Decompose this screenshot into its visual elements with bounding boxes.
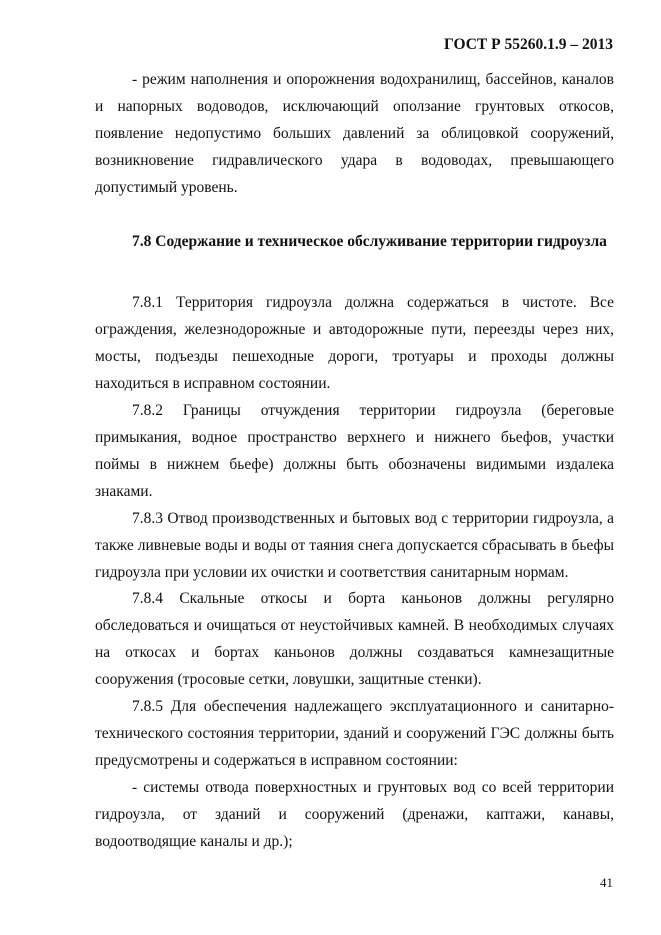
paragraph-7-8-5: 7.8.5 Для обеспечения надлежащего эксплуатационного и санитарно-технического состояния территории, зданий и сооружений ГЭС должны быть предусмотрены и содержаться в исправном состоянии: (95, 698, 614, 769)
spacer (95, 282, 614, 290)
page-number: 41 (600, 875, 613, 890)
section-heading: 7.8 Содержание и техническое обслуживание территории гидроузла (132, 232, 607, 250)
paragraph-7-8-4: 7.8.4 Скальные откосы и борта каньонов должны регулярно обследоваться и очищаться от неустойчивых камней. В необходимых случаях на откосах и бортах каньонов должны создаваться камнезащитные сооружения (тросовые сетки, ловушки, защитные стенки). (95, 590, 614, 689)
page-body (95, 67, 614, 855)
paragraph-7-8-2: 7.8.2 Границы отчуждения территории гидроузла (береговые примыкания, водное пространство верхнего и нижнего бьефов, участки поймы в нижнем бьефе) должны быть обозначены видимыми издалека знаками. (95, 402, 614, 500)
document-header: ГОСТ Р 55260.1.9 – 2013 (444, 36, 613, 53)
paragraph-7-8-1: 7.8.1 Территория гидроузла должна содержаться в чистоте. Все ограждения, железнодорожные и автодорожные пути, переезды через них, мосты, подъезды пешеходные дороги, тротуары и проходы должны находиться в исправном состоянии. (95, 294, 614, 393)
list-item-continued: - режим наполнения и опорожнения водохранилищ, бассейнов, каналов и напорных водоводов, исключающий оползание грунтовых откосов, появление недопустимо больших давлений за облицовкой сооружений, возникновение гидравлического удара в водоводах, превышающего допустимый уровень. (95, 71, 614, 196)
paragraph-7-8-3: 7.8.3 Отвод производственных и бытовых вод с территории гидроузла, а также ливневые воды и воды от таяния снега допускается сбрасывать в бьефы гидроузла при условии их очистки и соответствия санитарным нормам. (95, 509, 614, 581)
list-item-drainage: - системы отвода поверхностных и грунтовых вод со всей территории гидроузла, от зданий и сооружений (дренажи, каптажи, канавы, водоотводящие каналы и др.); (95, 778, 614, 850)
